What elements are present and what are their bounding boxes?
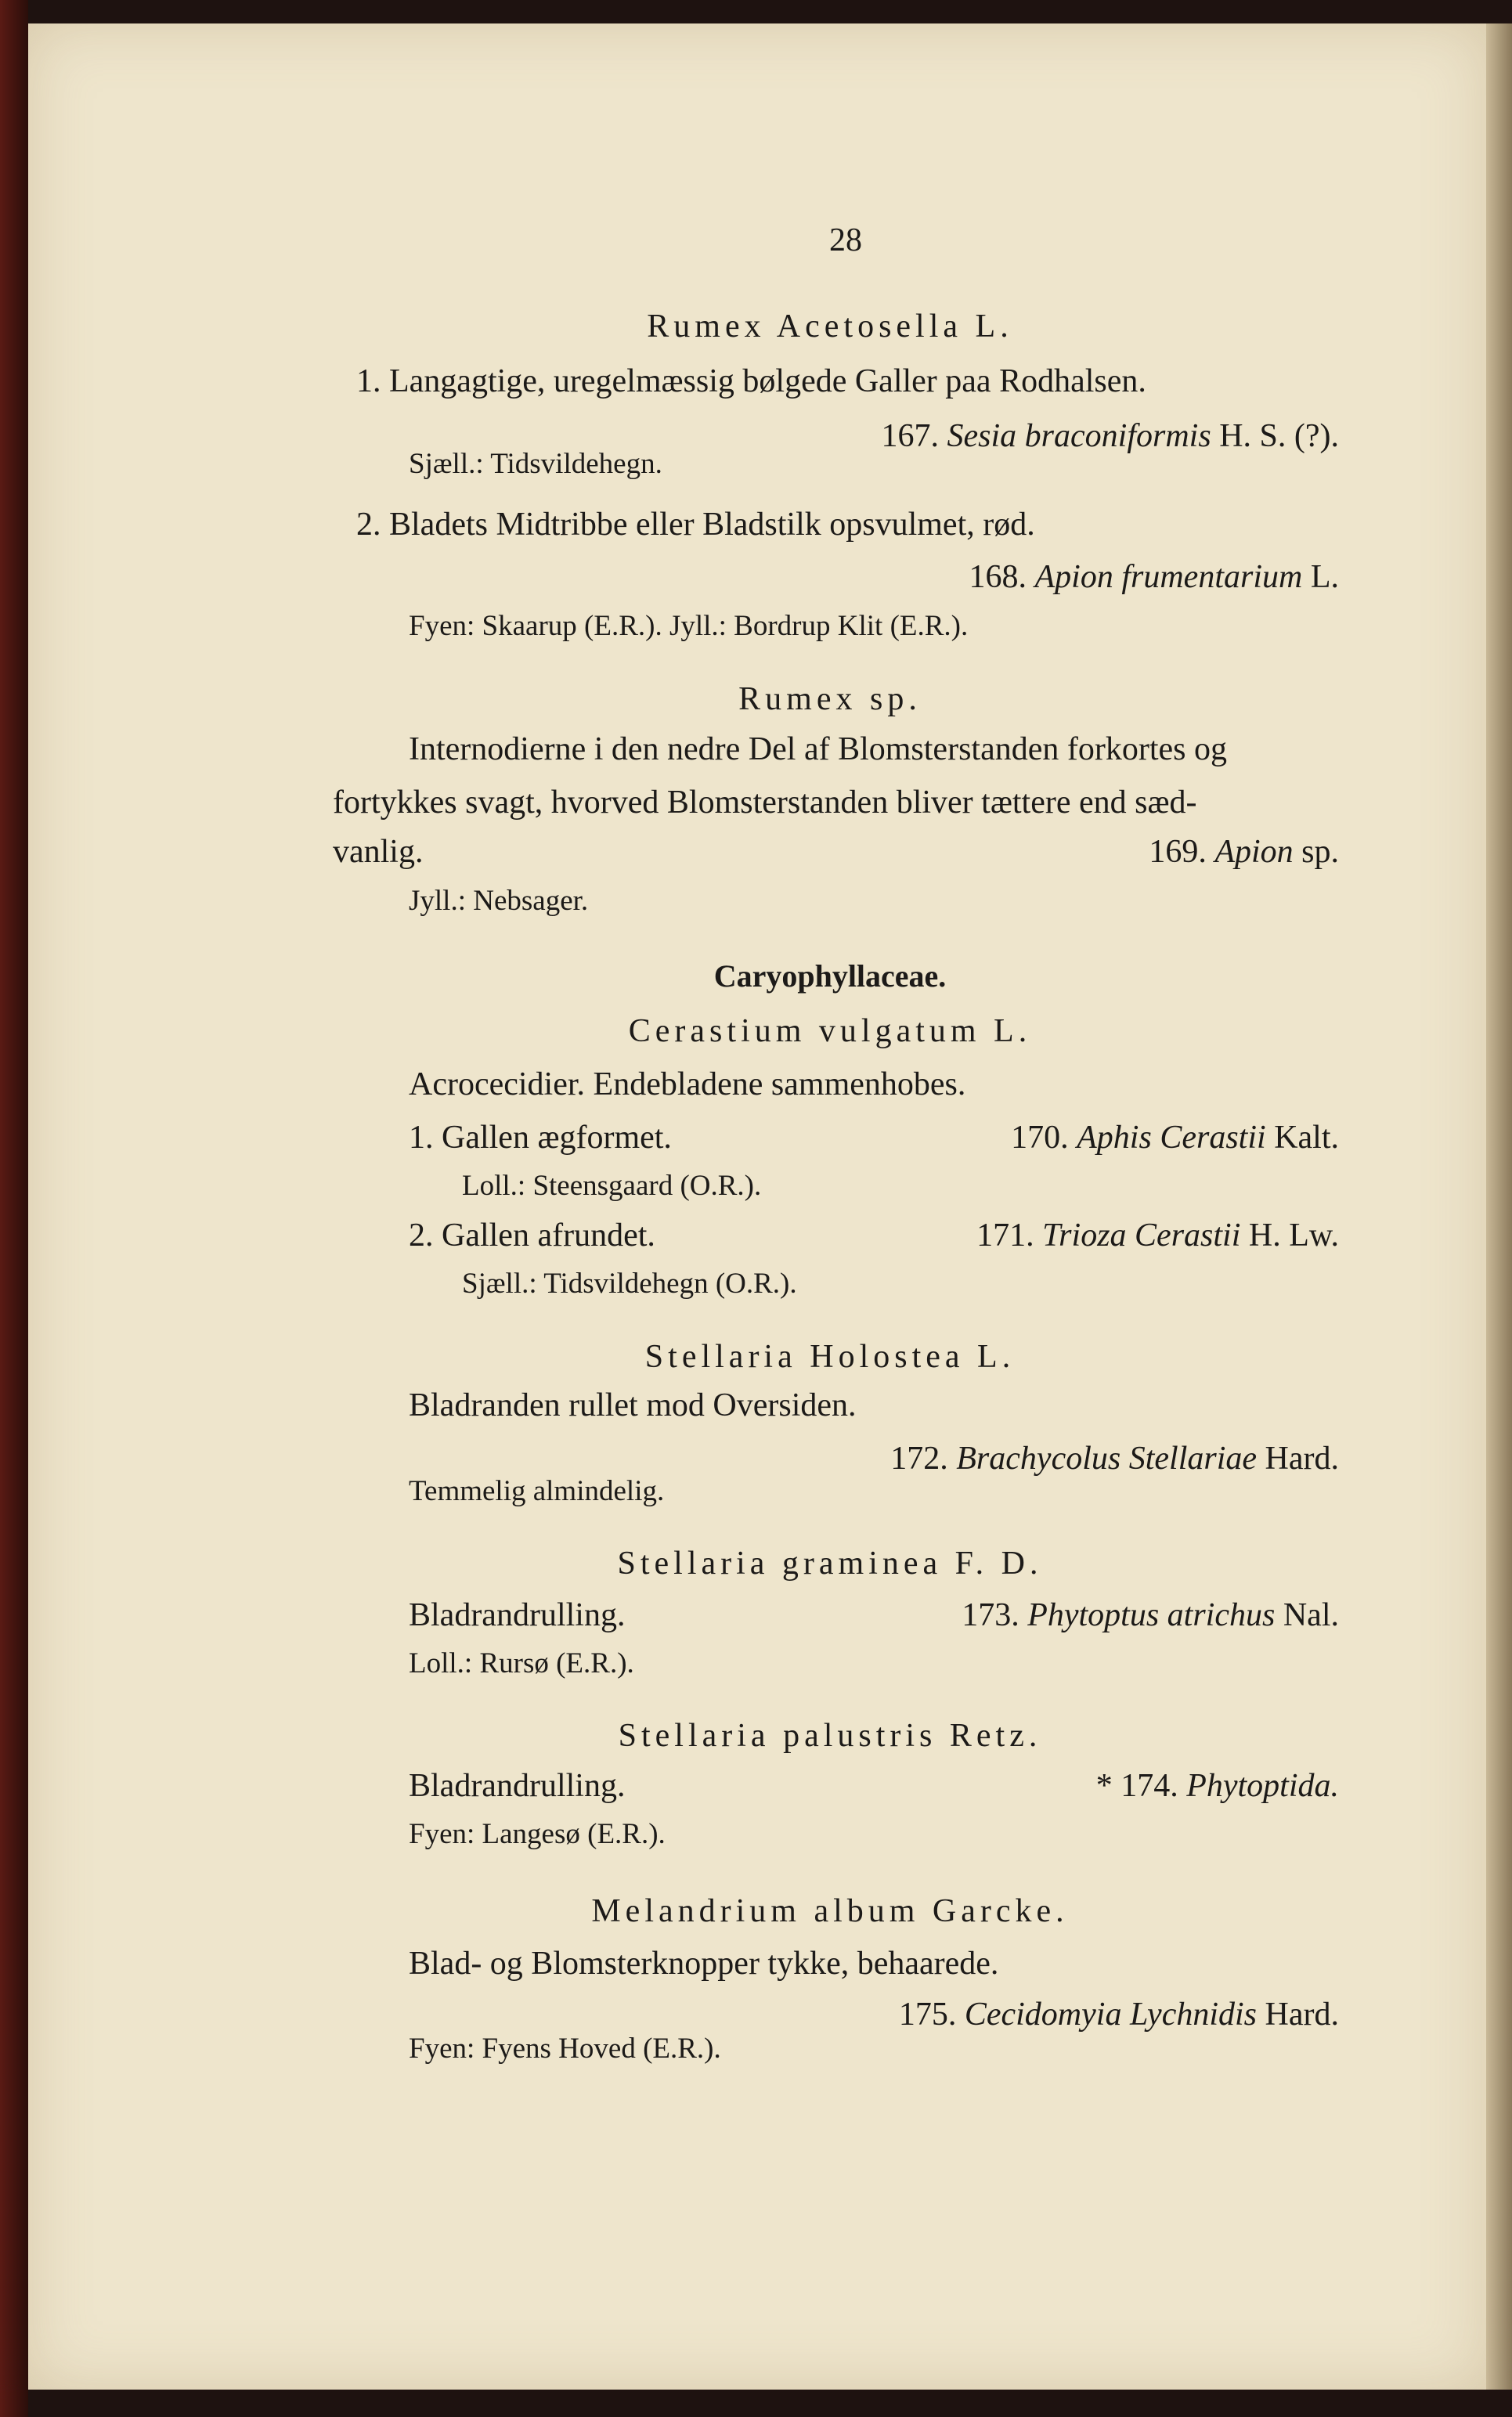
locality: Fyen: Langesø (E.R.).	[409, 1818, 666, 1850]
gall-description: 1. Gallen ægformet.	[409, 1120, 672, 1156]
gall-maker-name: Aphis Cerastii	[1077, 1120, 1266, 1156]
book-spine	[0, 0, 28, 2417]
entry-number: 167.	[881, 418, 940, 454]
locality: Fyen: Fyens Hoved (E.R.).	[409, 2033, 721, 2065]
body-text: Bladrandrulling.	[409, 1768, 626, 1804]
author: H. S. (?).	[1219, 418, 1339, 454]
entry-number: 169.	[1149, 834, 1207, 870]
species-heading: Stellaria graminea F. D.	[617, 1546, 1043, 1582]
gall-maker-line	[705, 1439, 1339, 1478]
entry-number: 172.	[890, 1441, 948, 1477]
page-number: 28	[829, 222, 862, 258]
gall-maker-name: Apion	[1214, 834, 1294, 870]
body-text: Bladrandrulling.	[409, 1597, 626, 1633]
body-text: vanlig.	[333, 834, 424, 870]
entry-number: 170.	[1011, 1120, 1069, 1156]
body-text: Blad- og Blomsterknopper tykke, behaarede.	[409, 1946, 999, 1982]
gall-maker-name: Trioza Cerastii	[1042, 1218, 1241, 1254]
entry-number: 171.	[976, 1218, 1034, 1254]
gall-maker-line	[822, 1596, 1339, 1635]
body-text: Internodierne i den nedre Del af Blomsterstanden forkortes og	[409, 731, 1227, 767]
locality: Temmelig almindelig.	[409, 1475, 665, 1507]
page-edge	[1486, 23, 1512, 2390]
species-heading: Stellaria Holostea L.	[644, 1339, 1016, 1375]
body-text: Acrocecidier. Endebladene sammenhobes.	[409, 1066, 966, 1102]
species-heading: Rumex Acetosella L.	[647, 308, 1013, 345]
author: sp.	[1301, 834, 1339, 870]
gall-maker-line	[861, 1216, 1339, 1255]
gall-maker-name: Phytoptus atrichus	[1027, 1597, 1276, 1633]
species-heading: Stellaria palustris Retz.	[618, 1718, 1042, 1754]
entry-number: 175.	[898, 1997, 957, 2033]
gall-maker-name: Phytoptida.	[1186, 1768, 1339, 1804]
locality: Sjæll.: Tidsvildehegn.	[409, 448, 662, 480]
author: L.	[1310, 559, 1339, 595]
gall-maker-name: Brachycolus Stellariae	[956, 1441, 1258, 1477]
body-text: fortykkes svagt, hvorved Blomsterstanden bliver tættere end sæd-	[333, 785, 1197, 821]
author: Kalt.	[1274, 1120, 1339, 1156]
entry-number: 173.	[962, 1597, 1019, 1633]
gall-maker-line	[861, 1118, 1339, 1157]
species-heading: Rumex sp.	[738, 681, 922, 717]
gall-description: 1. Langagtige, uregelmæssig bølgede Galler paa Rodhalsen.	[356, 363, 1146, 399]
gall-description: 2. Bladets Midtribbe eller Bladstilk opsvulmet, rød.	[356, 507, 1035, 543]
gall-maker-line	[861, 832, 1339, 871]
gall-maker-line	[705, 557, 1339, 597]
family-heading: Caryophyllaceae.	[713, 958, 947, 994]
locality: Sjæll.: Tidsvildehegn (O.R.).	[462, 1268, 797, 1300]
species-heading: Melandrium album Garcke.	[591, 1893, 1069, 1929]
gall-maker-line	[705, 417, 1339, 456]
gall-maker-line	[900, 1766, 1339, 1806]
locality: Jyll.: Nebsager.	[409, 885, 589, 917]
gall-maker-name: Sesia braconiformis	[947, 418, 1211, 454]
entry-number: * 174.	[1095, 1768, 1178, 1804]
gall-maker-line	[705, 1995, 1339, 2034]
author: Hard.	[1265, 1997, 1339, 2033]
entry-number: 168.	[969, 559, 1027, 595]
author: Hard.	[1265, 1441, 1339, 1477]
locality: Fyen: Skaarup (E.R.). Jyll.: Bordrup Klit (E.R.).	[409, 610, 969, 642]
gall-description: 2. Gallen afrundet.	[409, 1218, 655, 1254]
author: Nal.	[1283, 1597, 1339, 1633]
gall-maker-name: Cecidomyia Lychnidis	[964, 1997, 1258, 2033]
gall-maker-name: Apion frumentarium	[1034, 559, 1303, 595]
author: H. Lw.	[1248, 1218, 1339, 1254]
locality: Loll.: Rursø (E.R.).	[409, 1647, 634, 1679]
body-text: Bladranden rullet mod Oversiden.	[409, 1387, 857, 1423]
species-heading: Cerastium vulgatum L.	[628, 1013, 1032, 1049]
locality: Loll.: Steensgaard (O.R.).	[462, 1170, 762, 1202]
